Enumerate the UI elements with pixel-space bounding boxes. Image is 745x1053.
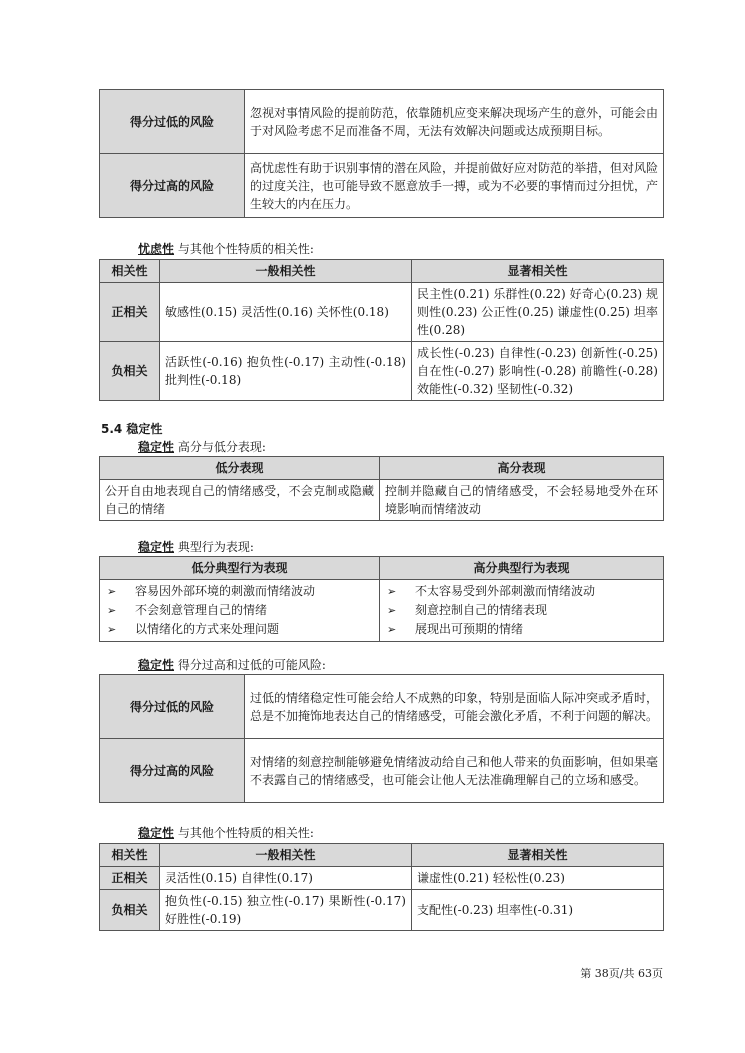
caption-stability-behavior: [138, 539, 254, 555]
negative-label: 负相关: [100, 342, 160, 401]
corr-table-stability: [99, 843, 664, 931]
positive-significant: 谦虚性(0.21) 轻松性(0.23): [412, 867, 664, 890]
negative-general: 活跃性(-0.16) 抱负性(-0.17) 主动性(-0.18) 批判性(-0.18): [160, 342, 412, 401]
list-item: ➢ 以情绪化的方式来处理问题: [105, 620, 374, 639]
header-significant: 显著相关性: [412, 260, 664, 283]
positive-general: 灵活性(0.15) 自律性(0.17): [160, 867, 412, 890]
high-behavior-header: 高分典型行为表现: [380, 557, 664, 580]
low-risk-label: 得分过低的风险: [100, 675, 245, 739]
list-item: ➢ 展现出可预期的情绪: [385, 620, 658, 639]
low-risk-text: 忽视对事情风险的提前防范，依靠随机应变来解决现场产生的意外，可能会由于对风险考虑不足而准备不周，无法有效解决问题或达成预期目标。: [245, 90, 664, 154]
positive-general: 敏感性(0.15) 灵活性(0.16) 关怀性(0.18): [160, 283, 412, 342]
risk-table-worry: [99, 89, 664, 218]
caption-text: 与其他个性特质的相关性:: [177, 242, 314, 256]
low-risk-text: 过低的情绪稳定性可能会给人不成熟的印象，特别是面临人际冲突或矛盾时，总是不加掩饰地表达自己的情绪感受，可能会激化矛盾，不利于问题的解决。: [245, 675, 664, 739]
perf-table-stability: [99, 456, 664, 521]
trait-name: 稳定性: [138, 440, 175, 454]
low-perf-header: 低分表现: [100, 457, 380, 480]
trait-name: 稳定性: [138, 658, 175, 672]
trait-name: 忧虑性: [138, 242, 175, 256]
low-behavior-cell: [100, 580, 380, 642]
high-risk-text: 高忧虑性有助于识别事情的潜在风险，并提前做好应对防范的举措，但对风险的过度关注，也可能导致不愿意放手一搏，或为不必要的事情而过分担忧，产生较大的内在压力。: [245, 154, 664, 218]
risk-table-stability: [99, 674, 664, 803]
header-general: 一般相关性: [160, 844, 412, 867]
negative-significant: 支配性(-0.23) 坦率性(-0.31): [412, 890, 664, 931]
high-risk-text: 对情绪的刻意控制能够避免情绪波动给自己和他人带来的负面影响，但如果毫不表露自己的情绪感受，也可能会让他人无法准确理解自己的立场和感受。: [245, 739, 664, 803]
caption-worry-corr: [138, 241, 314, 257]
high-perf-header: 高分表现: [380, 457, 664, 480]
high-risk-label: 得分过高的风险: [100, 154, 245, 218]
list-item: ➢ 刻意控制自己的情绪表现: [385, 601, 658, 620]
high-behavior-cell: [380, 580, 664, 642]
high-risk-label: 得分过高的风险: [100, 739, 245, 803]
list-item: ➢ 容易因外部环境的刺激而情绪波动: [105, 582, 374, 601]
positive-significant: 民主性(0.21) 乐群性(0.22) 好奇心(0.23) 规则性(0.23) 公正性(0.25) 谦虚性(0.25) 坦率性(0.28): [412, 283, 664, 342]
negative-general: 抱负性(-0.15) 独立性(-0.17) 果断性(-0.17) 好胜性(-0.19): [160, 890, 412, 931]
behavior-table-stability: [99, 556, 664, 642]
low-risk-label: 得分过低的风险: [100, 90, 245, 154]
page-number: 第 38页/共 63页: [580, 967, 663, 980]
negative-label: 负相关: [100, 890, 160, 931]
low-behavior-list: [105, 582, 374, 639]
list-item: ➢ 不太容易受到外部刺激而情绪波动: [385, 582, 658, 601]
caption-stability-risk: [138, 657, 326, 673]
list-item: ➢ 不会刻意管理自己的情绪: [105, 601, 374, 620]
high-perf-text: 控制并隐藏自己的情绪感受，不会轻易地受外在环境影响而情绪波动: [380, 480, 664, 521]
caption-text: 与其他个性特质的相关性:: [177, 826, 314, 840]
low-behavior-header: 低分典型行为表现: [100, 557, 380, 580]
section-title: 5.4 稳定性: [101, 422, 163, 436]
header-significant: 显著相关性: [412, 844, 664, 867]
low-perf-text: 公开自由地表现自己的情绪感受，不会克制或隐藏自己的情绪: [100, 480, 380, 521]
trait-name: 稳定性: [138, 826, 175, 840]
corr-table-worry: [99, 259, 664, 401]
header-correlation: 相关性: [100, 260, 160, 283]
caption-text: 典型行为表现:: [177, 540, 254, 554]
positive-label: 正相关: [100, 867, 160, 890]
caption-stability-corr: [138, 825, 314, 841]
caption-text: 高分与低分表现:: [177, 440, 266, 454]
caption-stability-perf: [138, 439, 266, 455]
trait-name: 稳定性: [138, 540, 175, 554]
caption-text: 得分过高和过低的可能风险:: [177, 658, 326, 672]
header-correlation: 相关性: [100, 844, 160, 867]
positive-label: 正相关: [100, 283, 160, 342]
high-behavior-list: [385, 582, 658, 639]
negative-significant: 成长性(-0.23) 自律性(-0.23) 创新性(-0.25) 自在性(-0.27) 影响性(-0.28) 前瞻性(-0.28) 效能性(-0.32) 坚韧性(-0.32): [412, 342, 664, 401]
header-general: 一般相关性: [160, 260, 412, 283]
